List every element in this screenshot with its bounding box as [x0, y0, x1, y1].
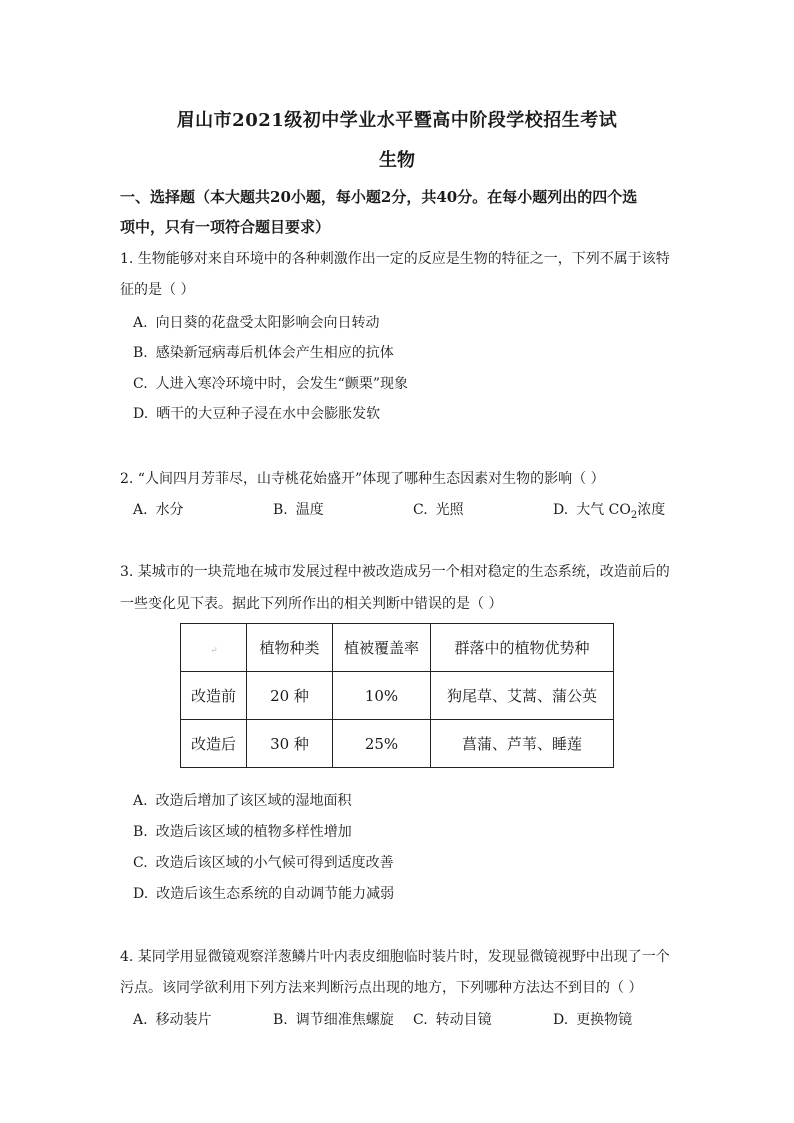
option-label: D. — [553, 502, 569, 518]
q3-option-a[interactable] — [133, 790, 352, 810]
option-text: 改造后增加了该区域的湿地面积 — [155, 793, 352, 809]
option-label: B. — [273, 1012, 288, 1028]
table-header-cell: 植被覆盖率 — [333, 624, 431, 672]
option-text: 水分 — [155, 502, 184, 518]
option-label: D. — [133, 886, 149, 902]
q2-stem-line1: 2. “人间四月芳菲尽，山寺桃花始盛开”体现了哪种生态因素对生物的影响（ ） — [120, 471, 605, 487]
option-text: 晒干的大豆种子浸在水中会膨胀发软 — [156, 406, 381, 422]
option-text: 人进入寒冷环境中时，会发生“颤栗”现象 — [155, 376, 408, 392]
section-heading-line1: 一、选择题（本大题共20小题，每小题2分，共40分。在每小题列出的四个选 — [120, 188, 638, 206]
q4-option-d[interactable] — [553, 1009, 632, 1029]
q1-option-c[interactable] — [133, 373, 408, 393]
q2-option-a[interactable] — [133, 499, 184, 519]
option-text: 改造后该生态系统的自动调节能力减弱 — [156, 886, 395, 902]
table-cell: 改造前 — [181, 672, 247, 720]
q1-stem-line2: 征的是（ ） — [120, 282, 195, 298]
q1-option-a[interactable] — [133, 312, 380, 332]
table-header-row — [181, 624, 614, 672]
option-label: A. — [133, 315, 148, 331]
q1-stem-line1: 1. 生物能够对来自环境中的各种刺激作出一定的反应是生物的特征之一，下列不属于该特 — [120, 251, 670, 267]
table-header-cell: ↵ — [181, 624, 247, 672]
subject-title: 生物 — [379, 150, 415, 171]
option-label: C. — [413, 502, 428, 518]
table-cell: 10% — [333, 672, 431, 720]
option-text: 转动目镜 — [435, 1012, 492, 1028]
option-label: B. — [133, 824, 148, 840]
q1-option-b[interactable] — [133, 342, 394, 362]
option-text: 向日葵的花盘受太阳影响会向日转动 — [155, 315, 380, 331]
table-cell: 菖蒲、芦苇、睡莲 — [431, 720, 614, 768]
table-row — [181, 672, 614, 720]
subscript: 2 — [630, 509, 638, 521]
table-cell: 狗尾草、艾蒿、蒲公英 — [431, 672, 614, 720]
q4-stem-line2: 污点。该同学欲利用下列方法来判断污点出现的地方，下列哪种方法达不到目的（ ） — [120, 980, 643, 996]
option-label: A. — [133, 793, 148, 809]
q3-option-c[interactable] — [133, 852, 394, 872]
q1-option-d[interactable] — [133, 403, 380, 423]
option-label: C. — [133, 855, 148, 871]
table-cell: 改造后 — [181, 720, 247, 768]
option-label: A. — [133, 1012, 148, 1028]
q3-stem-line1: 3. 某城市的一块荒地在城市发展过程中被改造成另一个相对稳定的生态系统，改造前后的 — [120, 564, 670, 580]
table-cell: 20 种 — [247, 672, 333, 720]
comparison-table — [180, 623, 614, 768]
option-label: B. — [133, 345, 148, 361]
table-cell: 30 种 — [247, 720, 333, 768]
exam-title: 眉山市2021级初中学业水平暨高中阶段学校招生考试 — [176, 110, 618, 131]
q2-option-c[interactable] — [413, 499, 464, 519]
option-label: D. — [553, 1012, 569, 1028]
table-cell: 25% — [333, 720, 431, 768]
option-text: 大气 CO — [576, 502, 631, 518]
option-label: B. — [273, 502, 288, 518]
q3-stem-line2: 一些变化见下表。据此下列所作出的相关判断中错误的是（ ） — [120, 596, 503, 612]
q2-option-d[interactable] — [553, 499, 665, 521]
q4-option-c[interactable] — [413, 1009, 492, 1029]
option-text: 感染新冠病毒后机体会产生相应的抗体 — [155, 345, 394, 361]
q4-option-b[interactable] — [273, 1009, 394, 1029]
option-text: 移动装片 — [155, 1012, 212, 1028]
q4-stem-line1: 4. 某同学用显微镜观察洋葱鳞片叶内表皮细胞临时装片时，发现显微镜视野中出现了一个 — [120, 949, 670, 965]
option-text: 更换物镜 — [576, 1012, 633, 1028]
option-label: C. — [413, 1012, 428, 1028]
option-text: 温度 — [295, 502, 324, 518]
option-text: 调节细准焦螺旋 — [295, 1012, 394, 1028]
table-header-cell: 群落中的植物优势种 — [431, 624, 614, 672]
q4-option-a[interactable] — [133, 1009, 212, 1029]
section-heading-line2: 项中，只有一项符合题目要求） — [120, 218, 331, 236]
q3-option-d[interactable] — [133, 883, 394, 903]
option-label: D. — [133, 406, 149, 422]
option-label: A. — [133, 502, 148, 518]
table-header-cell: 植物种类 — [247, 624, 333, 672]
table-row — [181, 720, 614, 768]
q3-option-b[interactable] — [133, 821, 352, 841]
option-text: 改造后该区域的植物多样性增加 — [155, 824, 352, 840]
option-text: 光照 — [435, 502, 464, 518]
option-label: C. — [133, 376, 148, 392]
option-text-tail: 浓度 — [637, 502, 666, 518]
q2-option-b[interactable] — [273, 499, 324, 519]
option-text: 改造后该区域的小气候可得到适度改善 — [155, 855, 394, 871]
